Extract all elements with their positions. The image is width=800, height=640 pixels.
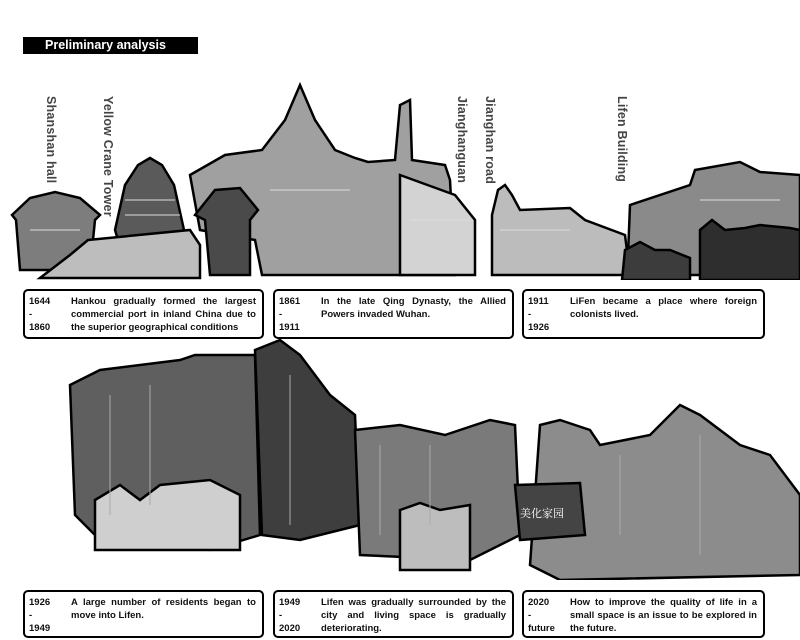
timeline-text: Hankou gradually formed the largest commercial port in inland China due to the superior geographical conditions	[71, 296, 256, 333]
landmark-label-yellow-crane-tower: Yellow Crane Tower	[101, 96, 115, 217]
end-year: 1911	[279, 322, 300, 333]
timeline-box-1949	[273, 590, 514, 638]
timeline-box-1644	[23, 289, 264, 339]
year-dash: -	[279, 610, 283, 621]
timeline-text: Lifen was gradually surrounded by the city and living space is gradually deteriorating.	[321, 597, 506, 634]
timeline-text: How to improve the quality of life in a small space is an issue to be explored in the future.	[570, 597, 757, 634]
landmark-label-shanshan-hall: Shanshan hall	[44, 96, 58, 184]
start-year: 1644	[29, 296, 51, 307]
landmark-label-jianghanguan: Jianghanguan	[455, 96, 469, 184]
end-year: 1949	[29, 623, 51, 634]
start-year: 2020	[528, 597, 550, 608]
timeline-text: In the late Qing Dynasty, the Allied Powers invaded Wuhan.	[321, 296, 506, 320]
landmark-label-jianghan-road: Jianghan road	[483, 96, 497, 185]
timeline-box-1926	[23, 590, 264, 638]
timeline-box-1911	[522, 289, 765, 339]
start-year: 1861	[279, 296, 301, 307]
historic-landmarks-collage	[0, 80, 800, 280]
timeline-text: A large number of residents began to move into Lifen.	[71, 597, 256, 621]
start-year: 1911	[528, 296, 549, 307]
lifen-street-collage	[0, 335, 800, 580]
year-dash: -	[29, 610, 33, 621]
street-sign-text: 美化家园	[520, 507, 564, 520]
landmark-label-lifen-building: Lifen Building	[615, 96, 629, 183]
section-title: Preliminary analysis	[23, 37, 198, 54]
end-year: 1860	[29, 322, 51, 333]
end-year: 1926	[528, 322, 550, 333]
start-year: 1949	[279, 597, 301, 608]
timeline-box-1861	[273, 289, 514, 339]
year-dash: -	[279, 309, 283, 320]
year-dash: -	[528, 610, 532, 621]
year-dash: -	[29, 309, 33, 320]
end-year: future	[528, 623, 555, 634]
year-dash: -	[528, 309, 532, 320]
end-year: 2020	[279, 623, 301, 634]
timeline-text: LiFen became a place where foreign colonists lived.	[570, 296, 757, 320]
start-year: 1926	[29, 597, 51, 608]
timeline-box-2020	[522, 590, 765, 638]
